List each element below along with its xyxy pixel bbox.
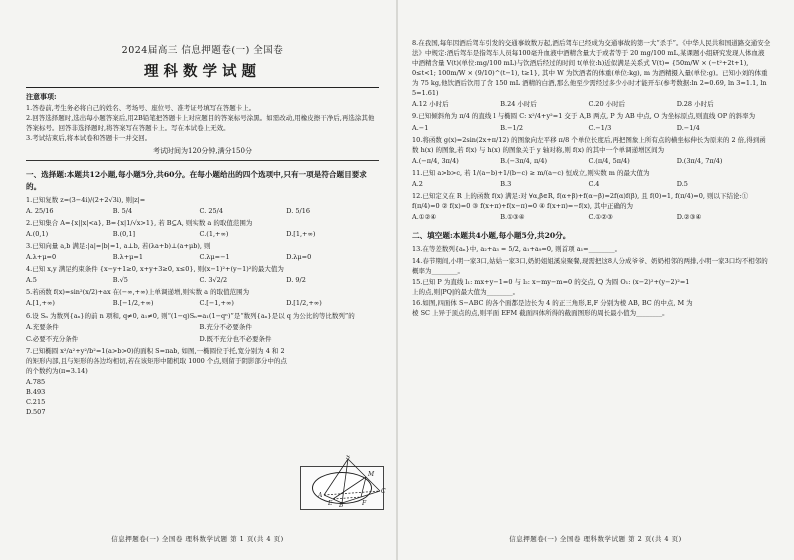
question-6: 6.设 Sₙ 为数列{aₙ}的前 n 项和, q≠0, a₁≠0, 则“(1−q)Sₙ=a₁(1−qⁿ)”是“数列{aₙ}是以 q 为公比的等比数列”的 A.充要条件 B.充分不必要条件 C.必要不充分条件 D.既不充分也不必要条件: [26, 311, 355, 343]
question-3: 3.已知向量 a,b 满足:|a|=|b|=1, a⊥b, 若(λa+b)⊥(a+μb), 则 A.λ+μ=0 B.λ+μ=1 C.λμ=−1 D.λμ=0: [26, 242, 312, 262]
exam-subtitle: 2024届高三 信息押题卷(一) 全国卷: [121, 45, 284, 56]
figure-label-M: M: [368, 471, 375, 478]
notice-item: 1.答卷前,考生务必将自己的姓名、考场号、座位号、准考证号填写在答题卡上。: [26, 104, 256, 113]
notice-block: [26, 92, 379, 143]
question-12: 12.已知定义在 R 上的函数 f(x) 满足:对 ∀α,β∈R, f(α+β)+f(α−β)=2f(α)f(β), 且 f(0)=1, f(π/4)=0, 则以下结论:① f(π/4)=0 ② f(x)=0 ③ f(x+π)+f(x−π)=0 ④ f(x+π)=−f(x), 其中正确的为 A.①②④ B.①③④ C.①②③ D.②③④: [412, 191, 749, 221]
figure-label-A: A: [318, 492, 323, 499]
notice-title: 注意事项:: [26, 92, 57, 102]
question-11: 11.已知 a>b>c, 若 1/(a−b)+1/(b−c) ≥ m/(a−c) 恒成立,则实数 m 的最大值为 A.2 B.3 C.4 D.5: [412, 168, 688, 188]
section-heading-fill: 二、填空题:本题共4小题,每小题5分,共20分。: [412, 231, 571, 241]
question-5: 5.若函数 f(x)=sin²(x/2)+ax 在(−∞,+∞)上单调递增,则实数 a 的取值范围为 A.[1,+∞) B.[−1/2,+∞) C.[−1,+∞) D.[1/2,+∞): [26, 288, 322, 308]
question-16: 16.如图,四面体 S−ABC 的各个面都是边长为 4 的正三角形,E,F 分别为棱 AB, BC 的中点, M 为棱 SC 上异于顶点的点,则平面 EFM 截面四体所得的截面图形的周长最小值为________。: [412, 298, 693, 317]
question-1: 1.已知复数 z=(3−4i)/(2+2√3i), 则|z|= A. 25/16 B. 5/4 C. 25/4 D. 5/16: [26, 195, 310, 215]
figure-label-S: S: [346, 455, 351, 461]
question-13: 13.在等差数列{aₙ}中, a₂+a₃ = 5/2, a₁+a₉=0, 则首项 a₁=________。: [412, 245, 622, 254]
figure-label-C: C: [381, 488, 386, 495]
notice-item: 2.回答选择题时,选出每小题答案后,用2B铅笔把答题卡上对应题目的答案标号涂黑。如需改动,用橡皮擦干净后,再选涂其他答案标号。回答非选择题时,将答案写在答题卡上。写在本试卷上无效。: [26, 114, 375, 133]
question-15: 15.已知 P 为直线 l₁: mx+y−1=0 与 l₂: x−my−m=0 的交点, Q 为圆 O₁: (x−2)²+(y−2)²=1 上的点,则|PQ|的最大值为________。: [412, 277, 690, 296]
figure-label-B: B: [339, 502, 344, 507]
figure-label-E: E: [328, 500, 333, 507]
question-7: 7.已知椭圆 x²/a²+y²/b²=1(a>b>0)的面积 S=πab, 如图,一椭圆位于托,宽分别为 4 和 2 的矩形内部,且与矩形的各边均相切,若在该矩形中随机取 1000 个点,则留于阴影部分中的点的个数约为(π≈3.14) A.785 B.493 C.215 D.507: [26, 346, 287, 417]
question-10: 10.将函数 g(x)=2sin(2x+π/12) 的图象向左平移 π/8 个单位长度后,再把图象上所有点的横坐标伸长为原来的 2 倍,得到函数 h(x) 的图象,若 f(x) 与 h(x) 的图象关于 y 轴对称,则 f(x) 的其中一个单调递增区间为 A.(−π/4, 3π/4) B.(−3π/4, π/4) C.(π/4, 5π/4) D.(3π/4, 7π/4): [412, 135, 766, 165]
exam-time: 考试时间为120分钟,满分150分: [153, 147, 252, 156]
exam-page-2: [398, 0, 793, 560]
section-heading-choice: 一、选择题:本题共12小题,每小题5分,共60分。在每小题给出的四个选项中,只有一项是符合题目要求的。: [26, 170, 367, 191]
question-4: 4.已知 x,y 满足约束条件 {x−y+1≥0, x+y+3≥0, x≤0}, 则(x−1)²+(y−1)²的最大值为 A.5 B.√5 C. 3√2/2 D. 9/2: [26, 265, 306, 285]
page-footer: 信息押题卷(一) 全国卷 理科数学试题 第 2 页(共 4 页): [509, 534, 682, 543]
divider: [26, 87, 379, 88]
question-14: 14.春节期间,小明一家3口,姑姑一家3口,奶奶姐姐溪泉聚餐,现需把这8人分成爷爷、奶奶相邻的两排,小明一家3口均不相邻的概率为________。: [412, 256, 768, 275]
question-2: 2.已知集合 A={x||x|<a}, B={x|1/√x>1}, 若 B⊆A, 则实数 a 的取值范围为 A.(0,1) B.(0,1] C.(1,+∞) D.[1,+∞): [26, 219, 316, 239]
question-8: 8.在我国,每年因酒后驾车引发的交通事故数万起,酒后驾车已经成为交通事故的第一大“杀手”。《中华人民共和国道路交通安全法》中规定:酒后驾车是指驾车人员每100毫升血液中酒精含量大于或者等于 20 mg/100 mL,某课题小组研究发现人体血液中酒精含量 V(t)(单位:mg/100 mL)与饮酒后经过的时间 t(单位:h)近似满足关系式 V(t)= {50m/W × (−t²+2t+1), 0≤t<1; 100m/W × (9/10)^(t−1), t≥1}, 其中 W 为饮酒者的体重(单位:kg), m 为酒精摄入量(单位:g)。已知小刘的体重为 75 kg,他饮酒后饮用了含 150 mL 酒精的白酒,那么他至少需经过多少小时才能开车(参考数据:ln 2=0.69, ln 3=1.1, ln 5=1.61) A.12 小时后 B.24 小时后 C.20 小时后 D.28 小时后: [412, 39, 771, 109]
tetrahedron-figure: [318, 455, 388, 507]
figure-label-F: F: [362, 500, 367, 507]
divider: [26, 160, 379, 161]
page-footer: 信息押题卷(一) 全国卷 理科数学试题 第 1 页(共 4 页): [111, 534, 284, 543]
notice-item: 3.考试结束后,将本试卷和答题卡一并交回。: [26, 134, 152, 143]
question-9: 9.已知倾斜角为 π/4 的直线 l 与椭圆 C: x²/4+y²=1 交于 A,B 两点, P 为 AB 中点, O 为坐标原点,则直线 OP 的斜率为 A.−1 B.−1/2 C.−1/3 D.−1/4: [412, 112, 756, 132]
exam-title: 理科数学试题: [144, 62, 261, 80]
